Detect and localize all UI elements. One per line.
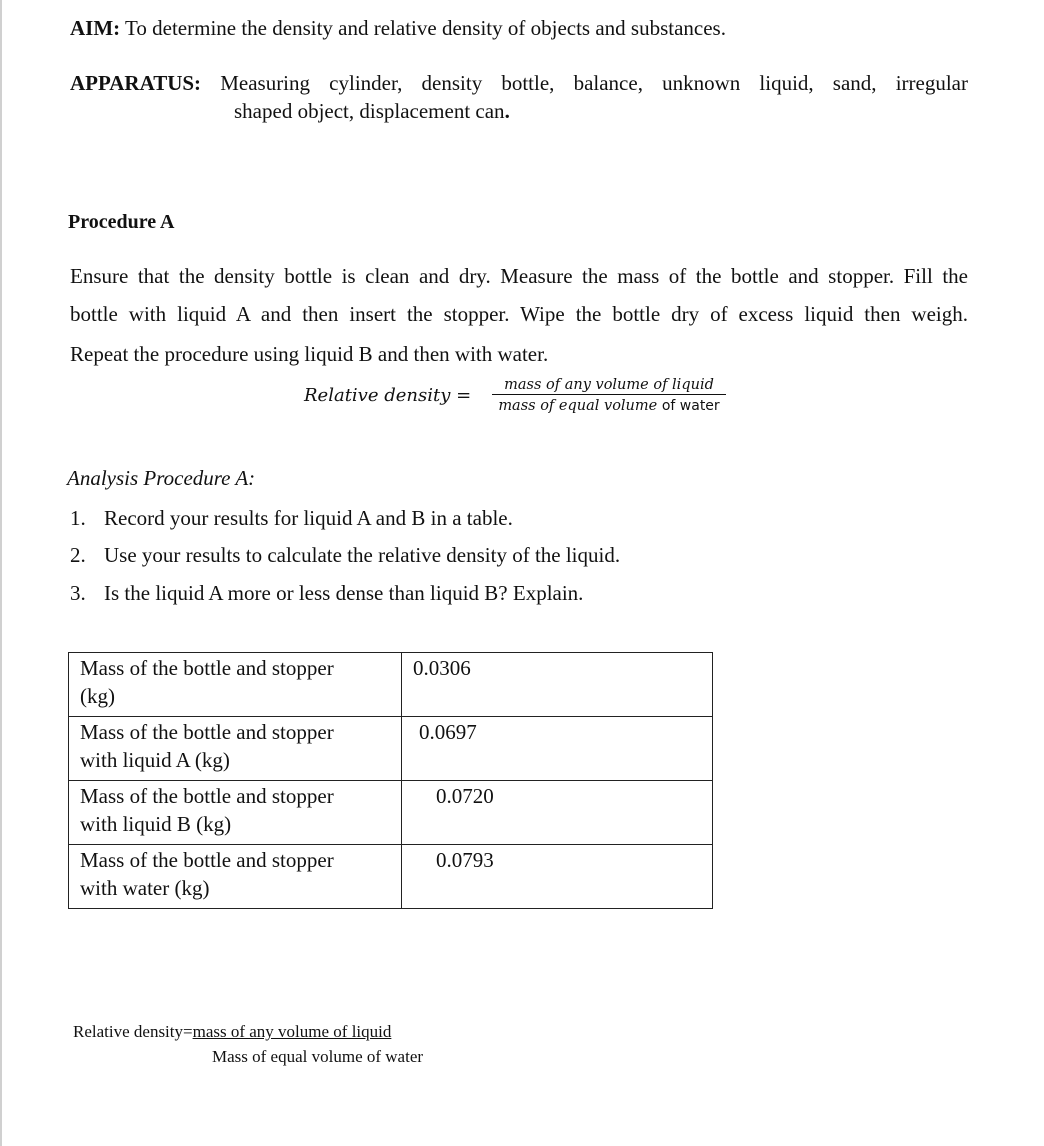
- procedure-title: Procedure A: [68, 211, 175, 233]
- answer-label: Relative density=: [73, 1022, 193, 1041]
- procedure-line-2: bottle with liquid A and then insert the stopper. Wipe the bottle dry of excess liquid then weigh.: [70, 302, 968, 326]
- apparatus-line-1: [70, 71, 968, 96]
- apparatus-text-2: shaped object, displacement can: [234, 99, 505, 123]
- table-value-cell: 0.0793: [402, 845, 713, 909]
- procedure-line-3: Repeat the procedure using liquid B and then with water.: [70, 342, 549, 366]
- results-table: [68, 652, 713, 909]
- analysis-item-1: [70, 506, 513, 531]
- aim-text: To determine the density and relative density of objects and substances.: [125, 16, 726, 40]
- table-value-cell: 0.0306: [402, 653, 713, 717]
- aim-line: [70, 16, 726, 41]
- analysis-item-2: [70, 543, 620, 568]
- formula-denominator-italic: mass of equal volume: [498, 398, 658, 414]
- formula-denominator: [492, 395, 726, 415]
- formula-numerator: mass of any volume of liquid: [492, 376, 726, 395]
- procedure-line-1: Ensure that the density bottle is clean and dry. Measure the mass of the bottle and stopper. Fill the: [70, 264, 968, 288]
- table-label-cell: [69, 781, 402, 845]
- table-label-cell: [69, 845, 402, 909]
- answer-formula-line-1: [73, 1022, 391, 1042]
- table-row: [69, 781, 713, 845]
- answer-numerator: mass of any volume of liquid: [192, 1022, 392, 1041]
- analysis-item-text: Is the liquid A more or less dense than liquid B? Explain.: [104, 581, 584, 605]
- table-label-line-2: with liquid A (kg): [80, 748, 230, 772]
- page-left-edge: [0, 0, 2, 1146]
- table-label-line-1: Mass of the bottle and stopper: [80, 784, 334, 808]
- table-value-cell: 0.0720: [402, 781, 713, 845]
- analysis-title: Analysis Procedure A:: [67, 466, 256, 490]
- aim-label: AIM:: [70, 16, 121, 40]
- formula-denominator-tail: of water: [661, 398, 720, 414]
- table-value-cell: 0.0697: [402, 717, 713, 781]
- table-label-cell: [69, 653, 402, 717]
- table-label-cell: [69, 717, 402, 781]
- answer-denominator: Mass of equal volume of water: [212, 1047, 424, 1066]
- table-label-line-1: Mass of the bottle and stopper: [80, 656, 334, 680]
- table-label-line-1: Mass of the bottle and stopper: [80, 848, 334, 872]
- analysis-item-number: 2.: [70, 543, 86, 567]
- apparatus-period: .: [504, 99, 510, 123]
- table-label-line-2: with liquid B (kg): [80, 812, 232, 836]
- table-label-line-2: (kg): [80, 684, 115, 708]
- apparatus-line-2: [234, 99, 510, 124]
- formula-label: Relative density =: [304, 385, 472, 406]
- apparatus-label: APPARATUS:: [70, 71, 202, 95]
- analysis-item-text: Record your results for liquid A and B in a table.: [104, 506, 513, 530]
- analysis-item-number: 3.: [70, 581, 86, 605]
- table-row: [69, 653, 713, 717]
- formula-fraction: [492, 376, 726, 415]
- analysis-item-3: [70, 581, 583, 606]
- table-row: [69, 845, 713, 909]
- table-label-line-1: Mass of the bottle and stopper: [80, 720, 334, 744]
- table-row: [69, 717, 713, 781]
- table-label-line-2: with water (kg): [80, 876, 210, 900]
- analysis-item-text: Use your results to calculate the relative density of the liquid.: [104, 543, 621, 567]
- analysis-item-number: 1.: [70, 506, 86, 530]
- apparatus-text-1: Measuring cylinder, density bottle, balance, unknown liquid, sand, irregular: [220, 71, 968, 95]
